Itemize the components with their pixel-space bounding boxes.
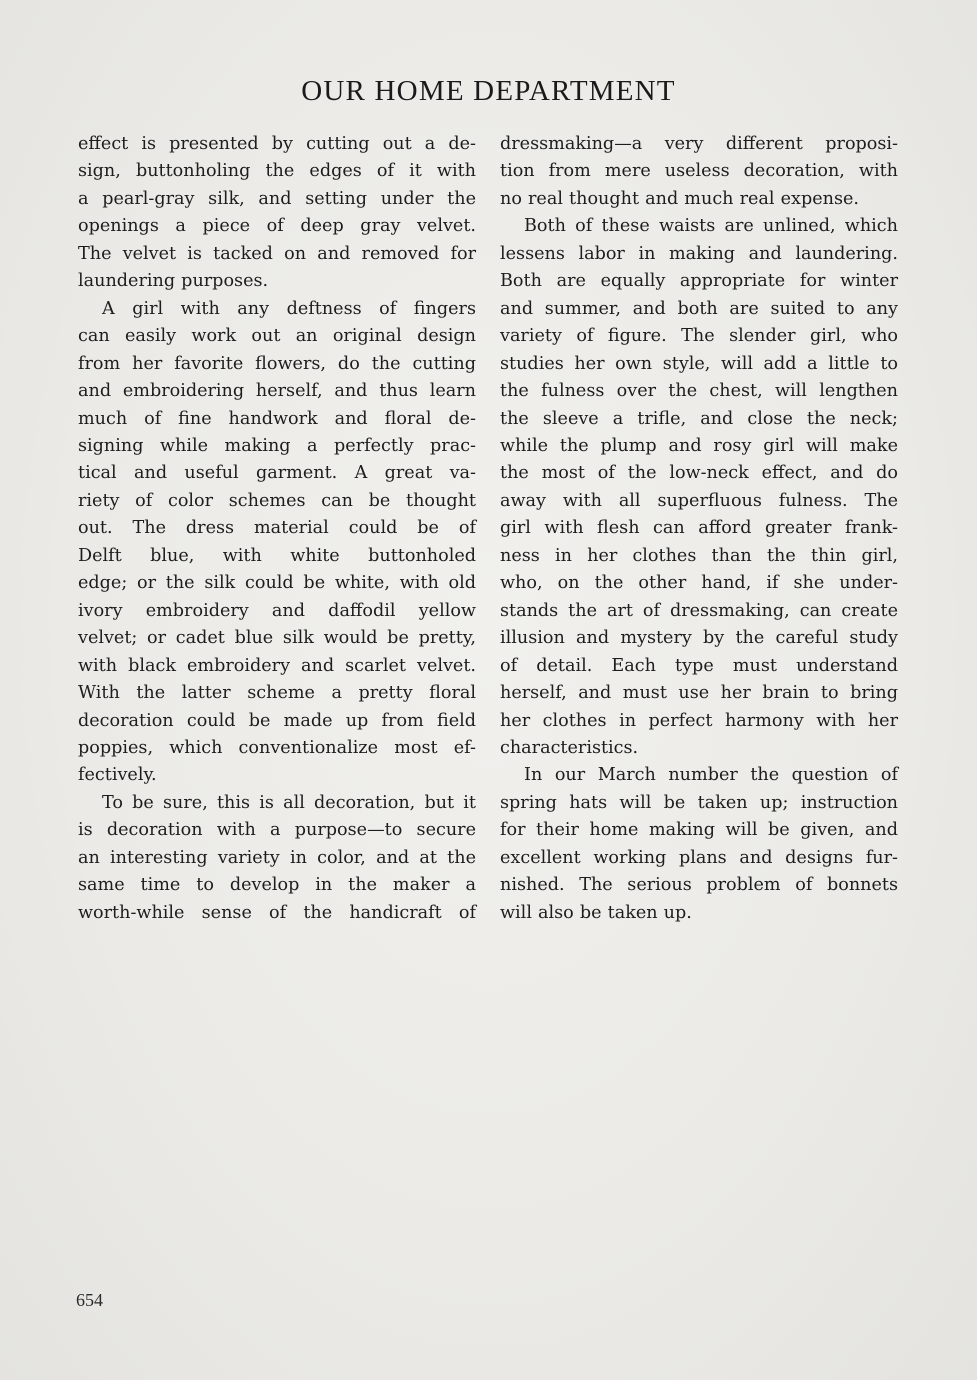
text-line: riety of color schemes can be thought <box>78 490 476 511</box>
text-line: out. The dress material could be of <box>78 518 476 539</box>
text-line: can easily work out an original design <box>78 326 476 347</box>
text-line: away with all superfluous fulness. The <box>500 490 898 511</box>
text-line: To be sure, this is all decoration, but it <box>102 792 476 813</box>
page-title: OUR HOME DEPARTMENT <box>301 75 676 107</box>
page-number: 654 <box>76 1290 103 1310</box>
text-line: With the latter scheme a pretty floral <box>78 683 476 704</box>
text-line: will also be taken up. <box>500 902 692 923</box>
text-line: Both are equally appropriate for winter <box>500 271 898 292</box>
text-line: and embroidering herself, and thus learn <box>78 381 476 402</box>
text-line: much of fine handwork and floral de- <box>78 408 476 429</box>
text-line: from her favorite flowers, do the cutting <box>78 353 476 374</box>
text-line: nished. The serious problem of bonnets <box>500 875 898 896</box>
text-line: for their home making will be given, and <box>500 820 898 841</box>
text-line: velvet; or cadet blue silk would be pretty, <box>78 628 476 649</box>
text-line: In our March number the question of <box>524 765 898 786</box>
text-line: fectively. <box>78 765 157 786</box>
text-line: her clothes in perfect harmony with her <box>500 710 898 731</box>
text-line: worth-while sense of the handicraft of <box>78 902 476 923</box>
text-line: of detail. Each type must understand <box>500 655 898 676</box>
text-line: stands the art of dressmaking, can create <box>500 600 898 621</box>
text-line: excellent working plans and designs fur- <box>500 847 898 868</box>
text-line: a pearl-gray silk, and setting under the <box>78 188 476 209</box>
text-line: while the plump and rosy girl will make <box>500 435 898 456</box>
text-line: characteristics. <box>500 737 639 758</box>
text-line: sign, buttonholing the edges of it with <box>78 161 476 182</box>
text-line: laundering purposes. <box>78 271 269 292</box>
text-line: herself, and must use her brain to bring <box>500 683 898 704</box>
text-line: lessens labor in making and laundering. <box>500 243 898 264</box>
text-line: no real thought and much real expense. <box>500 188 859 209</box>
text-line: effect is presented by cutting out a de- <box>78 134 476 154</box>
left-column <box>78 131 476 927</box>
text-line: Both of these waists are unlined, which <box>524 216 898 237</box>
text-line: illusion and mystery by the careful study <box>500 628 898 649</box>
text-line: spring hats will be taken up; instruction <box>500 792 898 813</box>
text-line: the most of the low-neck effect, and do <box>500 463 898 484</box>
text-line: signing while making a perfectly prac- <box>78 435 476 456</box>
text-line: is decoration with a purpose—to secure <box>78 820 476 841</box>
text-line: studies her own style, will add a little to <box>500 353 898 374</box>
text-line: ivory embroidery and daffodil yellow <box>78 600 476 621</box>
right-column <box>500 131 898 927</box>
text-line: the sleeve a trifle, and close the neck; <box>500 408 898 429</box>
text-line: variety of figure. The slender girl, who <box>500 326 898 347</box>
text-line: A girl with any deftness of fingers <box>102 298 476 319</box>
text-line: ness in her clothes than the thin girl, <box>500 545 898 566</box>
text-line: The velvet is tacked on and removed for <box>78 243 476 264</box>
text-line: tical and useful garment. A great va- <box>78 463 476 484</box>
text-line: tion from mere useless decoration, with <box>500 161 898 182</box>
text-line: poppies, which conventionalize most ef- <box>78 737 476 758</box>
text-line: openings a piece of deep gray velvet. <box>78 216 476 237</box>
text-line: same time to develop in the maker a <box>78 875 476 896</box>
text-line: an interesting variety in color, and at the <box>78 847 476 868</box>
text-line: and summer, and both are suited to any <box>500 298 898 319</box>
text-line: dressmaking—a very different proposi- <box>500 134 898 154</box>
text-line: with black embroidery and scarlet velvet. <box>78 655 476 676</box>
text-line: decoration could be made up from field <box>78 710 476 731</box>
text-line: girl with flesh can afford greater frank- <box>500 518 898 539</box>
text-line: who, on the other hand, if she under- <box>500 573 898 594</box>
text-line: Delft blue, with white buttonholed <box>78 545 476 566</box>
text-line: the fulness over the chest, will lengthen <box>500 381 898 402</box>
text-line: edge; or the silk could be white, with old <box>78 573 476 594</box>
